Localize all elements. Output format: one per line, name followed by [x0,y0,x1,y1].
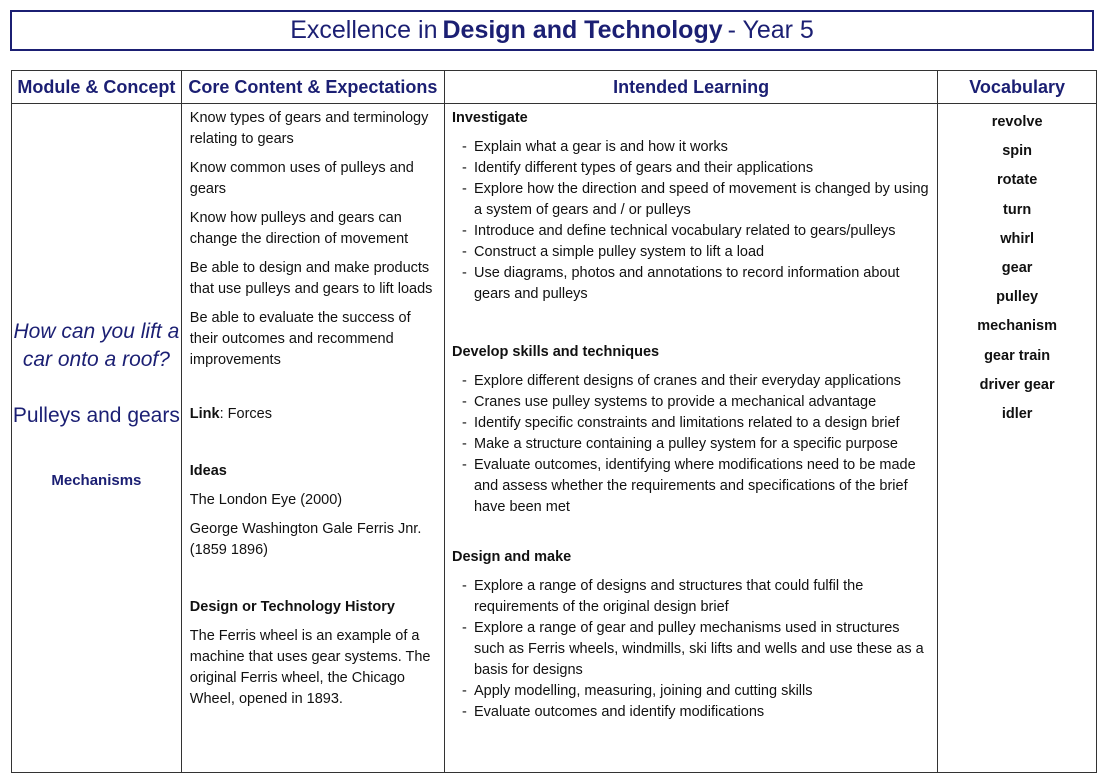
vocabulary-cell [938,104,1097,773]
learning-cell [444,104,937,773]
list-item: - Make a structure containing a pulley system for a specific purpose [462,434,933,455]
list-item: - Evaluate outcomes, identifying where modifications need to be made and assess whether the requirements and specifications of the brief have been met [462,455,933,518]
vocab-word: mechanism [977,318,1058,335]
list-item: - Construct a simple pulley system to lift a load [462,242,933,263]
history-text: The Ferris wheel is an example of a machine that uses gear systems. The original Ferris wheel, the Chicago Wheel, opened in 1893. [189,628,431,707]
vocab-word: whirl [1000,230,1035,247]
section-list-investigate [462,137,933,305]
vocab-word: turn [1003,201,1032,218]
link-label: Link [189,406,220,422]
header-vocabulary: Vocabulary [938,71,1097,104]
header-core: Core Content & Expectations [181,71,444,104]
core-item: Be able to evaluate the success of their outcomes and recommend improvements [189,310,411,368]
module-question: How can you lift a car onto a roof? [13,320,180,371]
curriculum-table [11,70,1097,773]
section-list-design [462,576,933,723]
list-item: - Introduce and define technical vocabulary related to gears/pulleys [462,221,933,242]
page-title [10,10,1094,51]
core-link [190,404,438,425]
core-item: Be able to design and make products that use pulleys and gears to lift loads [189,260,433,297]
list-item: - Explain what a gear is and how it works [462,137,933,158]
title-post: - Year 5 [727,16,814,44]
core-item: Know types of gears and terminology relating to gears [189,110,429,147]
list-item: - Apply modelling, measuring, joining and cutting skills [462,681,933,702]
list-item: - Explore how the direction and speed of movement is changed by using a system of gears and / or pulleys [462,179,933,221]
list-item: - Identify specific constraints and limitations related to a design brief [462,413,933,434]
vocab-word: spin [1002,143,1033,160]
section-heading-skills: Develop skills and techniques [451,344,660,360]
list-item: - Explore a range of gear and pulley mechanisms used in structures such as Ferris wheels, windmills, ski lifts and wells and use these as a basis for designs [462,618,933,681]
header-module: Module & Concept [12,71,182,104]
module-topic: Pulleys and gears [12,404,180,427]
list-item: - Evaluate outcomes and identify modifications [462,702,933,723]
vocab-word: gear train [984,347,1051,364]
link-value: : Forces [219,406,272,422]
header-row [12,71,1097,104]
module-concept: Mechanisms [51,472,142,489]
section-heading-design: Design and make [451,549,572,565]
idea-item: George Washington Gale Ferris Jnr. (1859 1896) [189,521,422,558]
core-item: Know common uses of pulleys and gears [189,160,414,197]
vocab-word: revolve [991,114,1043,130]
list-item: - Cranes use pulley systems to provide a mechanical advantage [462,392,933,413]
module-cell [12,104,182,773]
title-bold: Design and Technology [442,16,723,44]
vocab-word: idler [1001,406,1033,423]
ideas-heading: Ideas [189,463,227,479]
idea-item: The London Eye (2000) [189,492,343,508]
vocab-word: pulley [996,289,1039,306]
list-item: - Explore a range of designs and structures that could fulfil the requirements of the original design brief [462,576,933,618]
content-row [12,104,1097,773]
vocab-word: gear [1001,260,1033,277]
core-cell [181,104,444,773]
vocab-word: rotate [996,172,1038,189]
title-pre: Excellence in [290,16,438,44]
list-item: - Use diagrams, photos and annotations to record information about gears and pulleys [462,263,933,305]
section-heading-investigate: Investigate [451,110,528,126]
section-list-skills [462,371,933,518]
header-learning: Intended Learning [444,71,937,104]
list-item: - Explore different designs of cranes and their everyday applications [462,371,933,392]
core-item: Know how pulleys and gears can change the direction of movement [189,210,409,247]
vocab-word: driver gear [979,376,1055,393]
list-item: - Identify different types of gears and their applications [462,158,933,179]
history-heading: Design or Technology History [189,599,395,615]
